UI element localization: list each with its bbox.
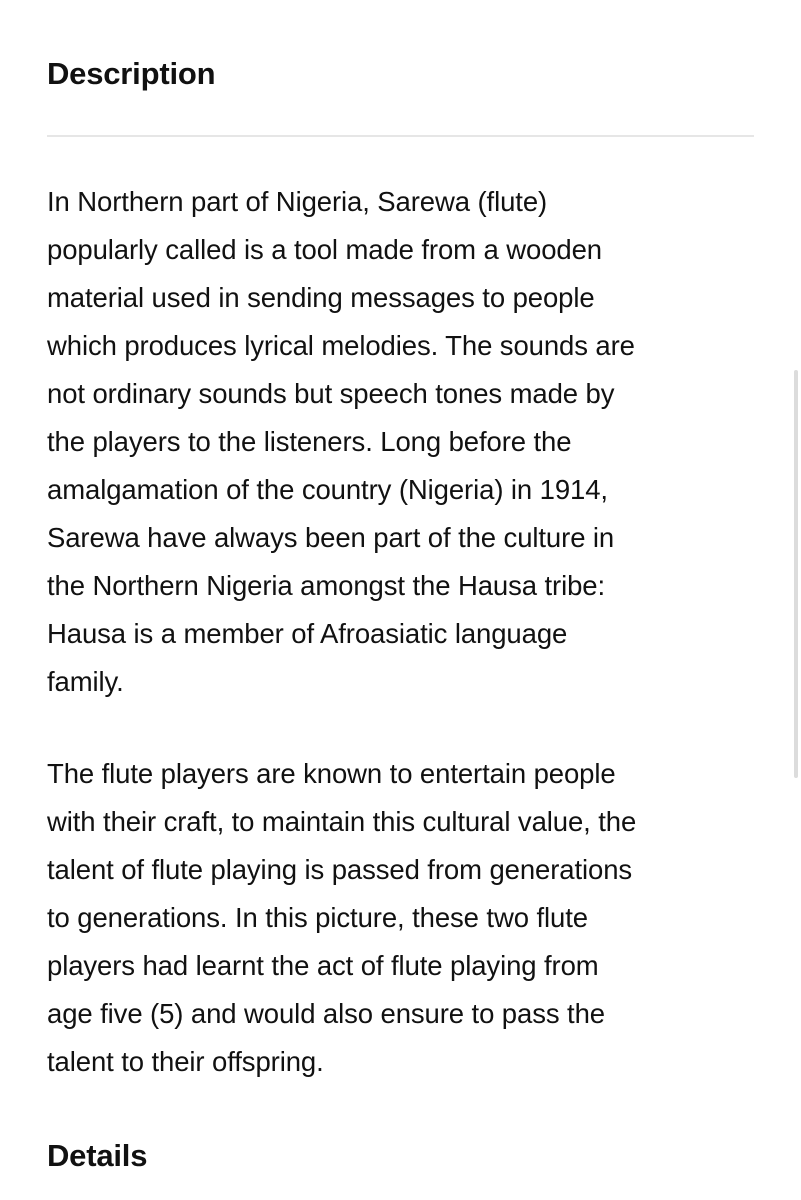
description-heading: Description (47, 56, 216, 91)
description-paragraph-2: The flute players are known to entertain people with their craft, to maintain this cultural value, the talent of flute playing is passed from generations to generations. In this picture, these two flute players had learnt the act of flute playing from age five (5) and would also ensure to pass the talent to their offspring. (47, 758, 637, 1077)
details-heading[interactable]: Details (47, 1138, 148, 1173)
scrollbar-thumb[interactable] (794, 370, 798, 778)
description-paragraph-1: In Northern part of Nigeria, Sarewa (flute) popularly called is a tool made from a wooden material used in sending messages to people which produces lyrical melodies. The sounds are not ordinary sounds but speech tones made by the players to the listeners. Long before the amalgamation of the country (Nigeria) in 1914, Sarewa have always been part of the culture in the Northern Nigeria amongst the Hausa tribe: Hausa is a member of Afroasiatic language family. (47, 186, 635, 697)
section-divider (47, 135, 754, 137)
